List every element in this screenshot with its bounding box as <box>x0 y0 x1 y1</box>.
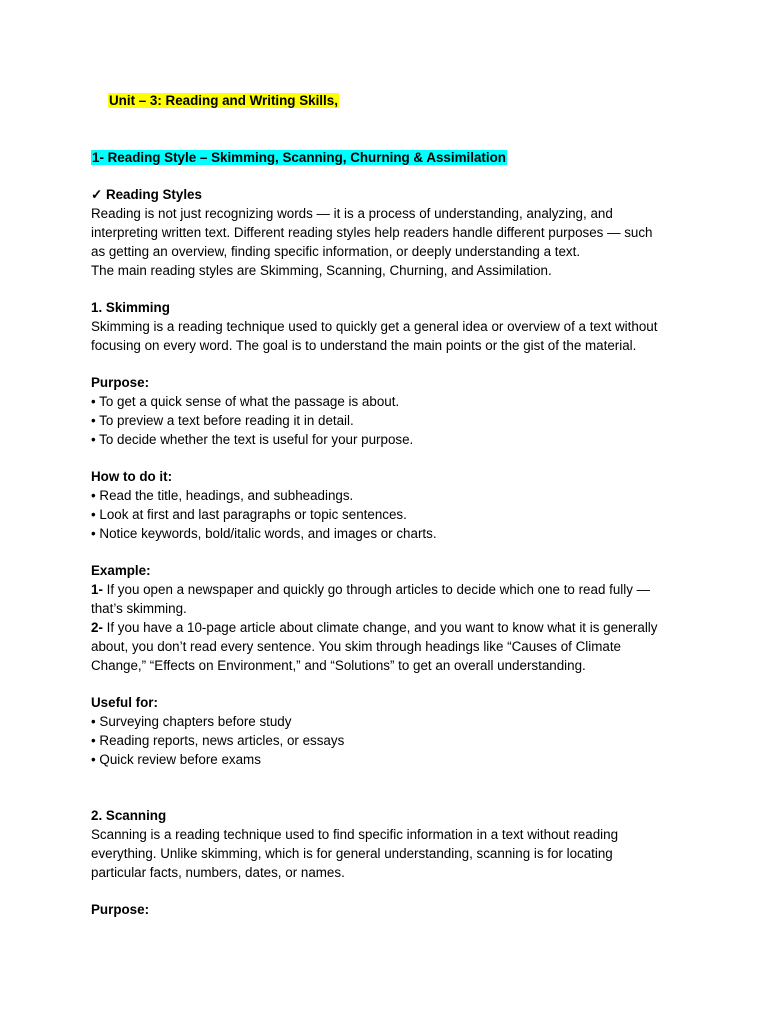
example-heading: Example: <box>91 563 151 578</box>
example-line <box>91 619 657 637</box>
list-item: • Read the title, headings, and subheadings. <box>91 488 354 503</box>
example-number: 1- <box>91 582 103 597</box>
example-line <box>91 581 650 599</box>
paragraph-line: as getting an overview, finding specific information, or deeply understanding a text. <box>91 244 581 259</box>
paragraph-line: Scanning is a reading technique used to find specific information in a text without reading <box>91 827 619 842</box>
list-item: • To preview a text before reading it in detail. <box>91 413 354 428</box>
paragraph-line: focusing on every word. The goal is to understand the main points or the gist of the material. <box>91 338 637 353</box>
paragraph-line: Skimming is a reading technique used to quickly get a general idea or overview of a text without <box>91 319 658 334</box>
purpose-heading: Purpose: <box>91 375 150 390</box>
list-item: • To decide whether the text is useful for your purpose. <box>91 432 414 447</box>
example-line: that’s skimming. <box>91 601 187 616</box>
list-item: • Quick review before exams <box>91 752 261 767</box>
howto-heading: How to do it: <box>91 469 173 484</box>
example-line: Change,” “Effects on Environment,” and “Solutions” to get an overall understanding. <box>91 658 586 673</box>
skimming-heading: 1. Skimming <box>91 300 170 315</box>
paragraph-line: interpreting written text. Different reading styles help readers handle different purposes — such <box>91 225 653 240</box>
paragraph-line: Reading is not just recognizing words — it is a process of understanding, analyzing, and <box>91 206 613 221</box>
list-item: • Look at first and last paragraphs or topic sentences. <box>91 507 407 522</box>
example-text: If you have a 10-page article about climate change, and you want to know what it is generally <box>102 620 658 635</box>
paragraph-line: everything. Unlike skimming, which is for general understanding, scanning is for locating <box>91 846 613 861</box>
purpose-heading: Purpose: <box>91 902 150 917</box>
unit-title: Unit – 3: Reading and Writing Skills, <box>109 93 338 108</box>
list-item: • Reading reports, news articles, or essays <box>91 733 345 748</box>
section-heading: 1- Reading Style – Skimming, Scanning, Churning & Assimilation <box>92 150 506 165</box>
useful-heading: Useful for: <box>91 695 158 710</box>
scanning-heading: 2. Scanning <box>91 808 167 823</box>
list-item: • Notice keywords, bold/italic words, and images or charts. <box>91 526 437 541</box>
paragraph-line: The main reading styles are Skimming, Scanning, Churning, and Assimilation. <box>91 263 552 278</box>
list-item: • To get a quick sense of what the passage is about. <box>91 394 400 409</box>
example-number: 2- <box>91 620 103 635</box>
reading-styles-heading: ✓ Reading Styles <box>91 187 202 202</box>
paragraph-line: particular facts, numbers, dates, or names. <box>91 865 345 880</box>
list-item: • Surveying chapters before study <box>91 714 292 729</box>
example-text: If you open a newspaper and quickly go through articles to decide which one to read fully — <box>102 582 651 597</box>
example-line: about, you don’t read every sentence. You skim through headings like “Causes of Climate <box>91 639 621 654</box>
